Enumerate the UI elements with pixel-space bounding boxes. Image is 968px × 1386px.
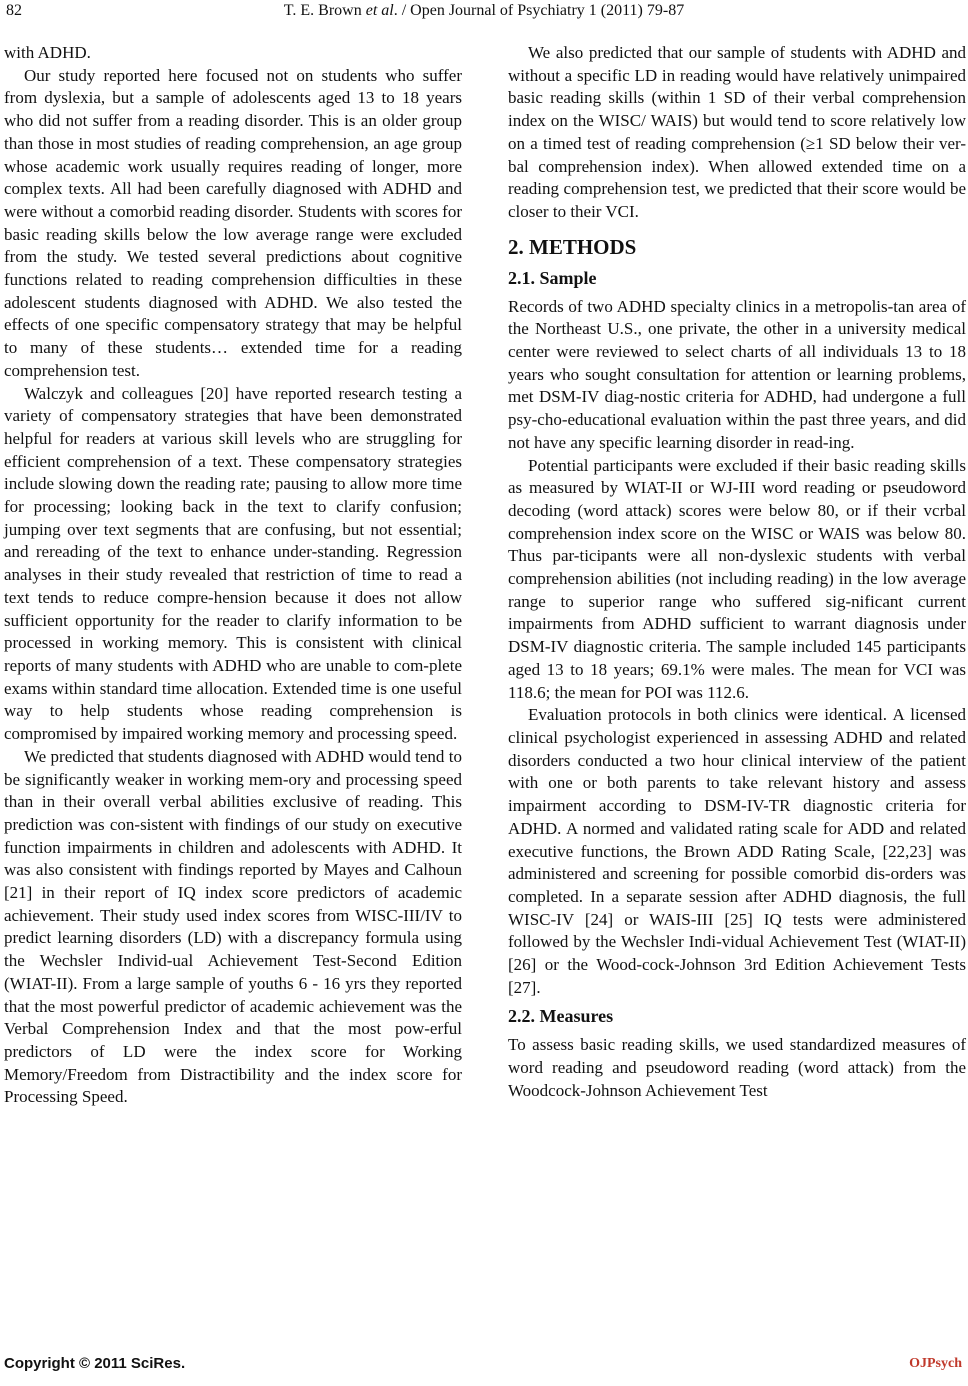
subsection-heading-measures: 2.2. Measures: [508, 1006, 614, 1027]
subsection-heading-sample: 2.1. Sample: [508, 267, 597, 288]
left-column: [4, 42, 462, 1109]
paragraph: To assess basic reading skills, we used standardized measures of word reading and pseudoword reading (word attack) from the Woodcock-Johnson Achievement Test: [508, 1035, 966, 1100]
right-column: [508, 42, 966, 1103]
paragraph: Potential participants were excluded if their basic reading skills as measured by WIAT-II or WJ-III word reading or pseudoword decoding (word attack) scores were below 80, or if their vcrbal comprehension index score on the WISC or WAIS was below 80. Thus par-ticipants were all non-dyslexic students with verbal comprehension abilities (not including reading) in the low average range to superior range who suffered sig-nificant current impairments from ADHD sufficient to warrant diagnosis under DSM-IV diagnostic criteria. The sample included 145 participants aged 13 to 18 years; 69.1% were males. The mean for VCI was 118.6; the mean for POI was 112.6.: [508, 455, 966, 702]
footer-copyright: Copyright © 2011 SciRes.: [4, 1355, 186, 1372]
paragraph: Evaluation protocols in both clinics were identical. A licensed clinical psychologist experienced in assessing ADHD and related disorders conducted a two hour clinical interview of the patient with one or both parents to take relevant history and assess impairment according to DSM-IV-TR diagnostic criteria for ADHD. A normed and validated rating scale for ADD and related executive functions, the Brown ADD Rating Scale, [22,23] was administered and screening for possible comorbid dis-orders was completed. In a separate session after ADHD diagnosis, the full WISC-IV [24] or WAIS-III [25] IQ tests were administered followed by the Wechsler Indi-vidual Achievement Test (WIAT-II) [26] or the Wood-cock-Johnson 3rd Edition Achievement Tests [27].: [508, 705, 966, 997]
paragraph-continuation: with ADHD.: [4, 43, 91, 62]
running-head-journal: . / Open Journal of Psychiatry 1 (2011) 79-87: [393, 2, 685, 19]
paragraph: Walczyk and colleagues [20] have reported research testing a variety of compensatory strategies that have been demonstrated helpful for readers at various skill levels who are struggling for efficient comprehension of a text. These compensatory strategies include slowing down the reading rate; pausing to allow more time for processing; looking back in the text to clarify confusion; jumping over text segments that are confusing, but not essential; and rereading of the text to enhance under-standing. Regression analyses in their study revealed that restriction of time to read a text tends to reduce compre-hension because it does not allow sufficient opportunity for the reader to clarify information to be processed in working memory. This is consistent with clinical reports of many students with ADHD who are unable to com-plete exams within standard time allocation. Extended time is one useful way to help students whose reading comprehension is compromised by impaired working memory and processing speed.: [4, 383, 462, 744]
section-heading-methods: 2. METHODS: [508, 234, 637, 259]
running-head-etal: et al: [365, 2, 394, 19]
paragraph: Our study reported here focused not on students who suffer from dyslexia, but a sample of adolescents aged 13 to 18 years who did not suffer from a reading disorder. This is an older group than those in most studies of reading comprehension, an age group whose academic work usually requires reading of longer, more complex texts. All had been carefully diagnosed with ADHD and were without a comorbid reading disorder. Students with scores for basic reading skills below the low average range were excluded from the study. We tested several predictions about cognitive functions related to reading comprehension difficulties in these adolescent students diagnosed with ADHD. We also tested the effects of one specific compensatory strategy that may be helpful to many of these students… extended time for a reading comprehension test.: [4, 65, 462, 380]
paragraph: We also predicted that our sample of students with ADHD and without a specific LD in reading would have relatively unimpaired basic reading skills (within 1 SD of their verbal comprehension index on the WISC/ WAIS) but would tend to score relatively low on a timed test of reading comprehension (≥1 SD below their ver-bal comprehension index). When allowed extended time on a reading comprehension test, we predicted that their score would be closer to their VCI.: [508, 43, 966, 221]
page-number: 82: [6, 2, 22, 19]
running-head: [0, 2, 968, 20]
running-head-authors: T. E. Brown: [283, 2, 366, 19]
footer-journal: OJPsych: [909, 1356, 962, 1371]
paragraph: Records of two ADHD specialty clinics in a metropolis-tan area of the Northeast U.S., one private, the other in a university medical center were reviewed to select charts of all individuals 13 to 18 years who sought consultation for attention or learning problems, met DSM-IV diag-nostic criteria for ADHD, had undergone a full psy-cho-educational evaluation within the past three years, and did not have any specific learning disorder in read-ing.: [508, 296, 966, 452]
paragraph: We predicted that students diagnosed with ADHD would tend to be significantly weaker in working mem-ory and processing speed than in their overall verbal abilities exclusive of reading. This prediction was con-sistent with findings of our study on executive function impairments in children and adolescents with ADHD. It was also consistent with findings reported by Mayes and Calhoun [21] in their report of IQ index score predictors of academic achievement. Their study used index scores from WISC-III/IV to predict learning disorders (LD) with a discrepancy formula using the Wechsler Individ-ual Achievement Test-Second Edition (WIAT-II). From a large sample of youths 6 - 16 yrs they reported that the most powerful predictor of academic achievement was the Verbal Comprehension Index and that the most pow-erful predictors of LD were the index score for Working Memory/Freedom from Distractibility and the index score for Processing Speed.: [4, 746, 462, 1107]
